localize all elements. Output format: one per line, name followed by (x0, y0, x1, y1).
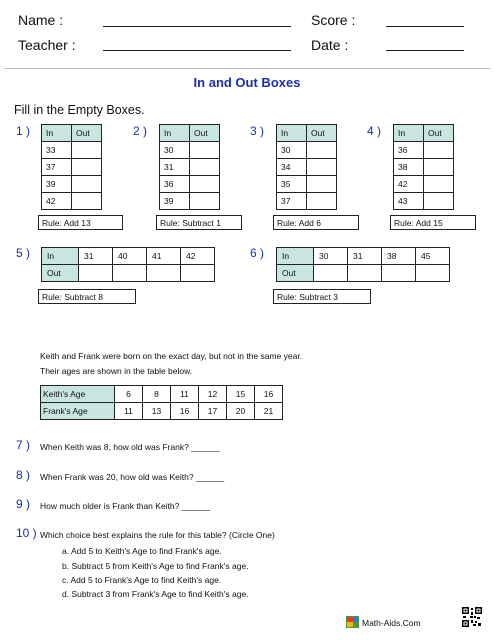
math-aids-logo-icon (346, 616, 359, 628)
out-answer-box[interactable] (424, 142, 454, 159)
in-cell: 30 (160, 142, 190, 159)
score-label: Score : (311, 12, 356, 28)
out-answer-box[interactable] (416, 265, 450, 282)
age-cell: 20 (227, 403, 255, 420)
story-text: Their ages are shown in the table below. (40, 366, 193, 376)
in-cell: 36 (160, 176, 190, 193)
in-cell: 36 (394, 142, 424, 159)
age-cell: 6 (115, 386, 143, 403)
question-number: 10 ) (16, 526, 37, 540)
in-cell: 33 (42, 142, 72, 159)
date-line[interactable] (386, 50, 464, 51)
age-cell: 8 (143, 386, 171, 403)
choice-b[interactable]: b. Subtract 5 from Keith's Age to find Frank's age. (62, 561, 249, 571)
question-text: When Frank was 20, how old was Keith? ______ (40, 472, 225, 482)
out-answer-box[interactable] (348, 265, 382, 282)
out-header: Out (307, 125, 337, 142)
age-cell: 16 (255, 386, 283, 403)
in-cell: 37 (42, 159, 72, 176)
in-cell: 38 (394, 159, 424, 176)
in-out-table (276, 124, 337, 210)
in-out-table-horizontal (41, 247, 215, 282)
in-cell: 31 (79, 248, 113, 265)
in-cell: 31 (348, 248, 382, 265)
out-answer-box[interactable] (72, 193, 102, 210)
in-cell: 35 (277, 176, 307, 193)
in-cell: 30 (314, 248, 348, 265)
out-answer-box[interactable] (72, 159, 102, 176)
rule-box: Rule: Add 15 (390, 215, 476, 230)
in-cell: 41 (147, 248, 181, 265)
in-cell: 39 (42, 176, 72, 193)
score-line[interactable] (386, 26, 464, 27)
problem-number: 5 ) (16, 246, 31, 260)
in-cell: 39 (160, 193, 190, 210)
instructions: Fill in the Empty Boxes. (14, 103, 145, 117)
problem-number: 2 ) (133, 124, 148, 138)
in-out-table (41, 124, 102, 210)
out-answer-box[interactable] (147, 265, 181, 282)
worksheet-title: In and Out Boxes (193, 75, 301, 90)
brand-name: Math-Aids.Com (362, 618, 421, 628)
in-out-table (159, 124, 220, 210)
problem-number: 3 ) (250, 124, 265, 138)
age-table (40, 385, 283, 420)
out-answer-box[interactable] (382, 265, 416, 282)
age-cell: 17 (199, 403, 227, 420)
out-answer-box[interactable] (72, 142, 102, 159)
age-cell: 15 (227, 386, 255, 403)
out-answer-box[interactable] (314, 265, 348, 282)
in-header: In (42, 248, 79, 265)
out-answer-box[interactable] (190, 176, 220, 193)
out-header: Out (190, 125, 220, 142)
out-header: Out (424, 125, 454, 142)
in-cell: 40 (113, 248, 147, 265)
out-answer-box[interactable] (307, 142, 337, 159)
question-number: 7 ) (16, 438, 31, 452)
keith-row (41, 386, 283, 403)
question-text: When Keith was 8, how old was Frank? ______ (40, 442, 220, 452)
in-cell: 45 (416, 248, 450, 265)
in-cell: 42 (42, 193, 72, 210)
rule-box: Rule: Subtract 1 (156, 215, 242, 230)
in-header: In (277, 248, 314, 265)
name-line[interactable] (103, 26, 291, 27)
out-answer-box[interactable] (72, 176, 102, 193)
out-answer-box[interactable] (307, 176, 337, 193)
out-answer-box[interactable] (181, 265, 215, 282)
in-cell: 37 (277, 193, 307, 210)
in-cell: 38 (382, 248, 416, 265)
out-answer-box[interactable] (307, 159, 337, 176)
in-out-table-horizontal (276, 247, 450, 282)
frank-row (41, 403, 283, 420)
in-cell: 30 (277, 142, 307, 159)
in-header: In (394, 125, 424, 142)
out-answer-box[interactable] (190, 142, 220, 159)
header-divider (4, 68, 490, 69)
out-header: Out (72, 125, 102, 142)
age-cell: 12 (199, 386, 227, 403)
in-out-table (393, 124, 454, 210)
choice-d[interactable]: d. Subtract 3 from Frank's Age to find Keith's age. (62, 589, 249, 599)
rule-box: Rule: Subtract 3 (273, 289, 371, 304)
choice-c[interactable]: c. Add 5 to Frank's Age to find Keith's age. (62, 575, 222, 585)
name-label: Name : (18, 12, 64, 28)
rule-box: Rule: Add 13 (38, 215, 123, 230)
in-cell: 34 (277, 159, 307, 176)
rule-box: Rule: Add 6 (273, 215, 359, 230)
out-header: Out (42, 265, 79, 282)
qr-code-icon (461, 606, 483, 628)
out-answer-box[interactable] (424, 176, 454, 193)
question-number: 8 ) (16, 468, 31, 482)
out-answer-box[interactable] (190, 159, 220, 176)
in-cell: 42 (181, 248, 215, 265)
age-cell: 11 (115, 403, 143, 420)
in-cell: 42 (394, 176, 424, 193)
out-answer-box[interactable] (307, 193, 337, 210)
choice-a[interactable]: a. Add 5 to Keith's Age to find Frank's age. (62, 546, 222, 556)
date-label: Date : (311, 37, 349, 53)
in-cell: 43 (394, 193, 424, 210)
in-cell: 31 (160, 159, 190, 176)
in-header: In (42, 125, 72, 142)
out-header: Out (277, 265, 314, 282)
age-cell: 21 (255, 403, 283, 420)
out-answer-box[interactable] (190, 193, 220, 210)
age-cell: 13 (143, 403, 171, 420)
in-header: In (160, 125, 190, 142)
out-answer-box[interactable] (424, 193, 454, 210)
question-text: Which choice best explains the rule for this table? (Circle One) (40, 530, 275, 540)
in-header: In (277, 125, 307, 142)
teacher-label: Teacher : (18, 37, 76, 53)
story-text: Keith and Frank were born on the exact day, but not in the same year. (40, 351, 303, 361)
out-answer-box[interactable] (113, 265, 147, 282)
question-number: 9 ) (16, 497, 31, 511)
problem-number: 6 ) (250, 246, 265, 260)
problem-number: 1 ) (16, 124, 31, 138)
age-cell: 16 (171, 403, 199, 420)
out-answer-box[interactable] (424, 159, 454, 176)
out-answer-box[interactable] (79, 265, 113, 282)
keith-age-label: Keith's Age (41, 386, 115, 403)
teacher-line[interactable] (103, 50, 291, 51)
question-text: How much older is Frank than Keith? ______ (40, 501, 211, 511)
frank-age-label: Frank's Age (41, 403, 115, 420)
rule-box: Rule: Subtract 8 (38, 289, 136, 304)
age-cell: 11 (171, 386, 199, 403)
problem-number: 4 ) (367, 124, 382, 138)
